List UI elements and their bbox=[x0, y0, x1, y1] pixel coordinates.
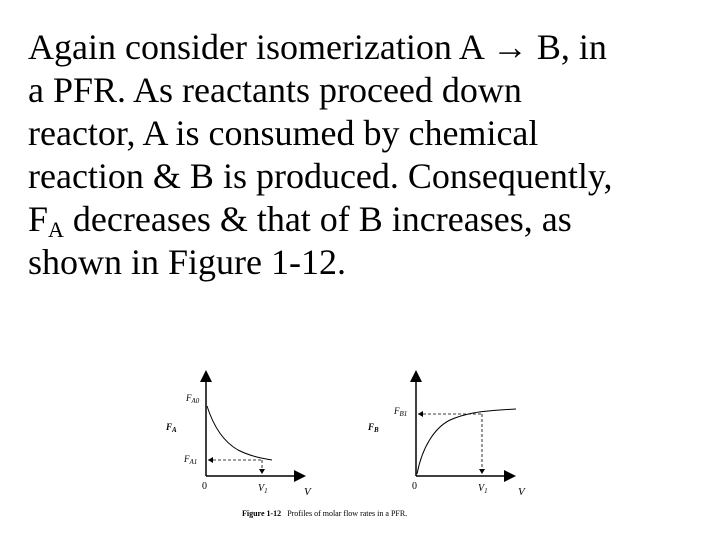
left-plot bbox=[165, 376, 312, 498]
left-v1-label: $V_1$ bbox=[258, 483, 268, 495]
fa0-label: $F_{A0}$ bbox=[186, 393, 200, 405]
right-origin-label: 0 bbox=[412, 481, 417, 492]
arrowhead-left bbox=[208, 457, 213, 463]
arrowhead-down-right-plot bbox=[479, 469, 485, 474]
fb-axis-label: $F_B$ bbox=[368, 422, 379, 434]
paragraph-line bbox=[28, 198, 678, 241]
fa1-label: $F_{A1}$ bbox=[184, 454, 198, 466]
figure-caption: Figure 1-12 Profiles of molar flow rates in a PFR. bbox=[242, 509, 408, 518]
paragraph-line-text: decreases & that of B increases, as bbox=[63, 199, 572, 239]
paragraph-line: shown in Figure 1-12. bbox=[28, 242, 346, 282]
right-plot bbox=[367, 376, 526, 498]
right-v1-label: $V_1$ bbox=[478, 483, 488, 495]
molar-flow-profiles-figure bbox=[150, 368, 540, 528]
fb-curve bbox=[417, 409, 516, 474]
arrowhead-down bbox=[259, 469, 265, 474]
paragraph-line: Again consider isomerization A → B, in bbox=[28, 27, 607, 67]
right-x-label: V bbox=[518, 486, 525, 498]
paragraph-line: reaction & B is produced. Consequently, bbox=[28, 156, 613, 196]
slide-paragraph bbox=[28, 26, 678, 284]
paragraph-line: reactor, A is consumed by chemical bbox=[28, 113, 539, 153]
fb1-label: $F_{B1}$ bbox=[394, 406, 408, 418]
paragraph-line: a PFR. As reactants proceed down bbox=[28, 70, 522, 110]
flow-symbol: F bbox=[28, 199, 49, 239]
arrowhead-left-right-plot bbox=[418, 411, 423, 417]
fa-curve bbox=[207, 406, 272, 460]
fa-axis-label: $F_A$ bbox=[166, 422, 177, 434]
figure-1-12 bbox=[150, 368, 540, 528]
left-origin-label: 0 bbox=[202, 481, 207, 492]
flow-subscript: A bbox=[48, 217, 64, 242]
left-x-label: V bbox=[304, 486, 311, 498]
